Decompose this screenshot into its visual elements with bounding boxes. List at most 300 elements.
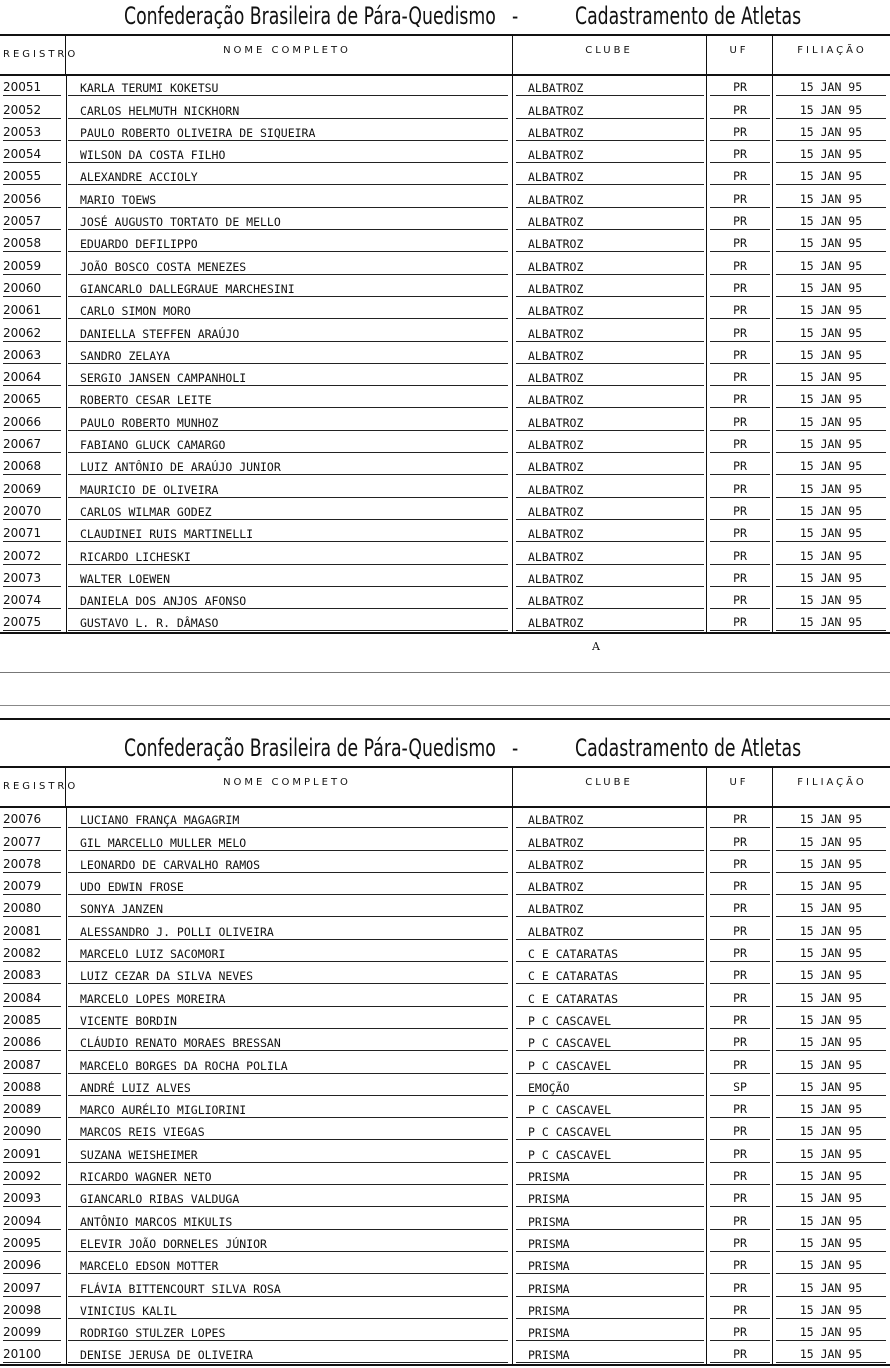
cell-uf: PR [710,254,770,275]
cell-registro: 20060 [3,276,61,297]
cell-registro: 20066 [3,410,61,431]
header-nome: NOME COMPLETO [223,777,351,788]
table-row [0,1185,890,1207]
cell-nome: MARCO AURÉLIO MIGLIORINI [68,1098,508,1118]
cell-uf: PR [710,610,770,631]
divider-line [0,718,890,720]
cell-nome: KARLA TERUMI KOKETSU [68,76,508,96]
cell-uf: PR [710,852,770,873]
cell-registro: 20085 [3,1008,61,1029]
cell-filiacao: 15 JAN 95 [776,1119,886,1140]
cell-clube: ALBATROZ [516,277,704,297]
cell-uf: PR [710,187,770,208]
table-row [0,408,890,430]
cell-nome: PAULO ROBERTO MUNHOZ [68,411,508,431]
table-row [0,1051,890,1073]
cell-registro: 20076 [3,807,61,828]
cell-nome: RICARDO WAGNER NETO [68,1165,508,1185]
cell-filiacao: 15 JAN 95 [776,1231,886,1252]
cell-nome: FABIANO GLUCK CAMARGO [68,433,508,453]
table-row [0,1140,890,1162]
cell-uf: PR [710,454,770,475]
table-row [0,1096,890,1118]
cell-uf: PR [710,499,770,520]
cell-uf: PR [710,1209,770,1230]
cell-clube: ALBATROZ [516,589,704,609]
cell-filiacao: 15 JAN 95 [776,1053,886,1074]
cell-filiacao: 15 JAN 95 [776,919,886,940]
divider-line [0,705,890,706]
cell-nome: GIANCARLO DALLEGRAUE MARCHESINI [68,277,508,297]
table-row [0,230,890,252]
cell-filiacao: 15 JAN 95 [776,610,886,631]
table-row [0,163,890,185]
cell-filiacao: 15 JAN 95 [776,1097,886,1118]
cell-clube: ALBATROZ [516,99,704,119]
cell-filiacao: 15 JAN 95 [776,521,886,542]
table-row [0,1007,890,1029]
cell-uf: PR [710,566,770,587]
cell-filiacao: 15 JAN 95 [776,209,886,230]
cell-filiacao: 15 JAN 95 [776,852,886,873]
table-row [0,520,890,542]
cell-uf: PR [710,1276,770,1297]
cell-registro: 20063 [3,343,61,364]
table-row [0,1341,890,1363]
cell-clube: ALBATROZ [516,875,704,895]
table-row [0,342,890,364]
cell-registro: 20077 [3,830,61,851]
table-row [0,1274,890,1296]
cell-uf: PR [710,1253,770,1274]
cell-nome: DANIELLA STEFFEN ARAÚJO [68,322,508,342]
cell-filiacao: 15 JAN 95 [776,365,886,386]
cell-registro: 20070 [3,499,61,520]
cell-registro: 20087 [3,1053,61,1074]
cell-filiacao: 15 JAN 95 [776,1164,886,1185]
table-row [0,962,890,984]
cell-nome: LEONARDO DE CARVALHO RAMOS [68,853,508,873]
cell-clube: C E CATARATAS [516,964,704,984]
cell-clube: ALBATROZ [516,433,704,453]
header-registro: REGISTRO [0,36,66,74]
cell-clube: P C CASCAVEL [516,1098,704,1118]
cell-clube: ALBATROZ [516,322,704,342]
cell-filiacao: 15 JAN 95 [776,1008,886,1029]
cell-nome: SERGIO JANSEN CAMPANHOLI [68,366,508,386]
cell-registro: 20086 [3,1030,61,1051]
cell-clube: ALBATROZ [516,388,704,408]
cell-filiacao: 15 JAN 95 [776,432,886,453]
cell-registro: 20095 [3,1231,61,1252]
cell-clube: P C CASCAVEL [516,1120,704,1140]
cell-clube: ALBATROZ [516,920,704,940]
cell-clube: ALBATROZ [516,853,704,873]
cell-clube: ALBATROZ [516,188,704,208]
cell-registro: 20072 [3,544,61,565]
cell-clube: C E CATARATAS [516,987,704,1007]
cell-filiacao: 15 JAN 95 [776,896,886,917]
cell-uf: PR [710,1119,770,1140]
cell-uf: PR [710,209,770,230]
cell-nome: GUSTAVO L. R. DÂMASO [68,611,508,631]
table-row [0,587,890,609]
table-row [0,1207,890,1229]
title-federation: Confederação Brasileira de Pára-Quedismo [124,734,496,762]
table-row [0,851,890,873]
cell-filiacao: 15 JAN 95 [776,1142,886,1163]
header-uf: UF [706,36,771,74]
table-row [0,940,890,962]
cell-filiacao: 15 JAN 95 [776,874,886,895]
cell-uf: PR [710,298,770,319]
cell-clube: ALBATROZ [516,366,704,386]
cell-registro: 20057 [3,209,61,230]
cell-clube: PRISMA [516,1299,704,1319]
cell-nome: DENISE JERUSA DE OLIVEIRA [68,1343,508,1363]
cell-clube: ALBATROZ [516,831,704,851]
header-uf: UF [706,768,771,806]
table-row [0,475,890,497]
header-filiacao: FILIAÇÃO [772,768,890,806]
cell-nome: VINICIUS KALIL [68,1299,508,1319]
cell-uf: PR [710,1142,770,1163]
cell-uf: PR [710,544,770,565]
cell-nome: ELEVIR JOÃO DORNELES JÚNIOR [68,1232,508,1252]
cell-clube: ALBATROZ [516,411,704,431]
cell-filiacao: 15 JAN 95 [776,1276,886,1297]
cell-uf: PR [710,1298,770,1319]
cell-registro: 20071 [3,521,61,542]
cell-uf: PR [710,963,770,984]
cell-filiacao: 15 JAN 95 [776,187,886,208]
cell-uf: PR [710,1186,770,1207]
cell-registro: 20091 [3,1142,61,1163]
cell-nome: RODRIGO STULZER LOPES [68,1321,508,1341]
table-row [0,917,890,939]
cell-uf: PR [710,521,770,542]
cell-nome: SUZANA WEISHEIMER [68,1143,508,1163]
cell-clube: EMOÇÃO [516,1076,704,1096]
cell-filiacao: 15 JAN 95 [776,276,886,297]
cell-filiacao: 15 JAN 95 [776,1253,886,1274]
cell-clube: PRISMA [516,1321,704,1341]
table-row [0,873,890,895]
cell-registro: 20093 [3,1186,61,1207]
table-row [0,1163,890,1185]
cell-uf: PR [710,387,770,408]
title-separator: - [512,2,519,30]
cell-clube: ALBATROZ [516,255,704,275]
cell-filiacao: 15 JAN 95 [776,1342,886,1363]
cell-registro: 20094 [3,1209,61,1230]
cell-nome: DANIELA DOS ANJOS AFONSO [68,589,508,609]
cell-filiacao: 15 JAN 95 [776,963,886,984]
cell-registro: 20069 [3,477,61,498]
cell-registro: 20067 [3,432,61,453]
cell-filiacao: 15 JAN 95 [776,830,886,851]
cell-clube: ALBATROZ [516,897,704,917]
cell-uf: PR [710,98,770,119]
cell-nome: ALEXANDRE ACCIOLY [68,165,508,185]
cell-clube: ALBATROZ [516,210,704,230]
cell-uf: PR [710,588,770,609]
cell-nome: PAULO ROBERTO OLIVEIRA DE SIQUEIRA [68,121,508,141]
cell-registro: 20081 [3,919,61,940]
cell-registro: 20064 [3,365,61,386]
cell-registro: 20068 [3,454,61,475]
header-clube: CLUBE [512,768,705,806]
table-row [0,208,890,230]
cell-filiacao: 15 JAN 95 [776,566,886,587]
table-row [0,364,890,386]
cell-uf: PR [710,432,770,453]
cell-uf: PR [710,1164,770,1185]
cell-nome: FLÁVIA BITTENCOURT SILVA ROSA [68,1277,508,1297]
cell-registro: 20092 [3,1164,61,1185]
cell-registro: 20098 [3,1298,61,1319]
cell-clube: PRISMA [516,1254,704,1274]
table-body [0,806,890,1363]
table-row [0,185,890,207]
title-registration: Cadastramento de Atletas [575,734,802,762]
cell-nome: ANTÔNIO MARCOS MIKULIS [68,1210,508,1230]
cell-uf: PR [710,477,770,498]
cell-nome: MARCELO EDSON MOTTER [68,1254,508,1274]
cell-nome: LUCIANO FRANÇA MAGAGRIM [68,808,508,828]
cell-filiacao: 15 JAN 95 [776,1209,886,1230]
cell-clube: ALBATROZ [516,344,704,364]
cell-uf: PR [710,1030,770,1051]
page-marker: A [592,640,600,653]
cell-uf: PR [710,321,770,342]
table-row [0,895,890,917]
cell-nome: SONYA JANZEN [68,897,508,917]
table-row [0,609,890,631]
cell-filiacao: 15 JAN 95 [776,231,886,252]
cell-registro: 20080 [3,896,61,917]
cell-filiacao: 15 JAN 95 [776,75,886,96]
cell-uf: PR [710,142,770,163]
cell-clube: PRISMA [516,1165,704,1185]
cell-filiacao: 15 JAN 95 [776,454,886,475]
cell-filiacao: 15 JAN 95 [776,410,886,431]
sheet-title [0,732,890,766]
cell-filiacao: 15 JAN 95 [776,588,886,609]
cell-registro: 20055 [3,164,61,185]
cell-clube: ALBATROZ [516,611,704,631]
cell-clube: PRISMA [516,1277,704,1297]
cell-filiacao: 15 JAN 95 [776,343,886,364]
table-row [0,1230,890,1252]
cell-nome: WALTER LOEWEN [68,567,508,587]
cell-nome: LUIZ CEZAR DA SILVA NEVES [68,964,508,984]
cell-filiacao: 15 JAN 95 [776,98,886,119]
cell-registro: 20079 [3,874,61,895]
cell-nome: MARCELO LOPES MOREIRA [68,987,508,1007]
cell-nome: ANDRÉ LUIZ ALVES [68,1076,508,1096]
cell-uf: PR [710,276,770,297]
cell-uf: PR [710,874,770,895]
cell-filiacao: 15 JAN 95 [776,499,886,520]
cell-clube: ALBATROZ [516,165,704,185]
cell-filiacao: 15 JAN 95 [776,298,886,319]
cell-clube: ALBATROZ [516,808,704,828]
table-row [0,275,890,297]
table-bottom-rule [0,1364,890,1366]
cell-registro: 20082 [3,941,61,962]
cell-registro: 20061 [3,298,61,319]
cell-clube: ALBATROZ [516,232,704,252]
table-row [0,74,890,96]
cell-nome: RICARDO LICHESKI [68,545,508,565]
cell-uf: PR [710,986,770,1007]
table-row [0,1029,890,1051]
cell-nome: MARCOS REIS VIEGAS [68,1120,508,1140]
cell-nome: UDO EDWIN FROSE [68,875,508,895]
cell-filiacao: 15 JAN 95 [776,254,886,275]
cell-nome: MARCELO BORGES DA ROCHA POLILA [68,1054,508,1074]
table-row [0,141,890,163]
cell-filiacao: 15 JAN 95 [776,1298,886,1319]
title-separator: - [512,734,519,762]
cell-nome: LUIZ ANTÔNIO DE ARAÚJO JUNIOR [68,455,508,475]
cell-clube: ALBATROZ [516,478,704,498]
cell-registro: 20096 [3,1253,61,1274]
table-row [0,1074,890,1096]
cell-uf: PR [710,1097,770,1118]
table-row [0,453,890,475]
table-row [0,542,890,564]
cell-clube: ALBATROZ [516,299,704,319]
cell-nome: MAURICIO DE OLIVEIRA [68,478,508,498]
cell-uf: PR [710,941,770,962]
cell-nome: CARLOS HELMUTH NICKHORN [68,99,508,119]
cell-nome: WILSON DA COSTA FILHO [68,143,508,163]
title-federation: Confederação Brasileira de Pára-Quedismo [124,2,496,30]
cell-uf: PR [710,120,770,141]
cell-registro: 20100 [3,1342,61,1363]
cell-filiacao: 15 JAN 95 [776,1075,886,1096]
cell-uf: PR [710,919,770,940]
table-row [0,806,890,828]
cell-clube: ALBATROZ [516,143,704,163]
cell-uf: PR [710,410,770,431]
cell-filiacao: 15 JAN 95 [776,142,886,163]
cell-registro: 20089 [3,1097,61,1118]
cell-uf: SP [710,1075,770,1096]
table-row [0,1297,890,1319]
cell-registro: 20059 [3,254,61,275]
cell-clube: PRISMA [516,1232,704,1252]
title-registration: Cadastramento de Atletas [575,2,802,30]
table-row [0,565,890,587]
cell-clube: P C CASCAVEL [516,1143,704,1163]
cell-registro: 20099 [3,1320,61,1341]
cell-filiacao: 15 JAN 95 [776,164,886,185]
table-row [0,252,890,274]
table-row [0,431,890,453]
cell-nome: ALESSANDRO J. POLLI OLIVEIRA [68,920,508,940]
cell-filiacao: 15 JAN 95 [776,986,886,1007]
cell-registro: 20058 [3,231,61,252]
cell-registro: 20078 [3,852,61,873]
cell-clube: ALBATROZ [516,522,704,542]
cell-nome: CLAUDINEI RUIS MARTINELLI [68,522,508,542]
cell-uf: PR [710,1320,770,1341]
divider-line [0,672,890,673]
table-row [0,297,890,319]
cell-uf: PR [710,75,770,96]
cell-filiacao: 15 JAN 95 [776,120,886,141]
cell-registro: 20073 [3,566,61,587]
cell-registro: 20054 [3,142,61,163]
cell-clube: ALBATROZ [516,567,704,587]
cell-filiacao: 15 JAN 95 [776,1320,886,1341]
cell-nome: CARLOS WILMAR GODEZ [68,500,508,520]
cell-nome: VICENTE BORDIN [68,1009,508,1029]
cell-nome: GIANCARLO RIBAS VALDUGA [68,1187,508,1207]
cell-uf: PR [710,365,770,386]
cell-registro: 20065 [3,387,61,408]
table-row [0,984,890,1006]
cell-clube: ALBATROZ [516,76,704,96]
cell-nome: JOSÉ AUGUSTO TORTATO DE MELLO [68,210,508,230]
cell-filiacao: 15 JAN 95 [776,1030,886,1051]
cell-nome: JOÃO BOSCO COSTA MENEZES [68,255,508,275]
cell-registro: 20075 [3,610,61,631]
cell-registro: 20097 [3,1276,61,1297]
table-row [0,828,890,850]
cell-clube: ALBATROZ [516,121,704,141]
cell-uf: PR [710,896,770,917]
cell-registro: 20084 [3,986,61,1007]
cell-filiacao: 15 JAN 95 [776,544,886,565]
cell-clube: P C CASCAVEL [516,1009,704,1029]
cell-registro: 20052 [3,98,61,119]
cell-registro: 20062 [3,321,61,342]
cell-uf: PR [710,1342,770,1363]
cell-nome: MARIO TOEWS [68,188,508,208]
cell-clube: ALBATROZ [516,545,704,565]
header-nome: NOME COMPLETO [223,45,351,56]
cell-clube: ALBATROZ [516,455,704,475]
table-header [0,34,890,76]
cell-filiacao: 15 JAN 95 [776,941,886,962]
table-row [0,1319,890,1341]
cell-nome: SANDRO ZELAYA [68,344,508,364]
table-row [0,498,890,520]
cell-uf: PR [710,830,770,851]
table-row [0,386,890,408]
cell-clube: P C CASCAVEL [516,1031,704,1051]
cell-filiacao: 15 JAN 95 [776,321,886,342]
table-row [0,96,890,118]
cell-nome: EDUARDO DEFILIPPO [68,232,508,252]
cell-registro: 20083 [3,963,61,984]
table-row [0,319,890,341]
cell-uf: PR [710,164,770,185]
header-clube: CLUBE [512,36,705,74]
cell-registro: 20090 [3,1119,61,1140]
table-bottom-rule [0,632,890,634]
cell-clube: ALBATROZ [516,500,704,520]
cell-clube: PRISMA [516,1343,704,1363]
table-row [0,1118,890,1140]
cell-uf: PR [710,231,770,252]
cell-uf: PR [710,807,770,828]
cell-filiacao: 15 JAN 95 [776,477,886,498]
